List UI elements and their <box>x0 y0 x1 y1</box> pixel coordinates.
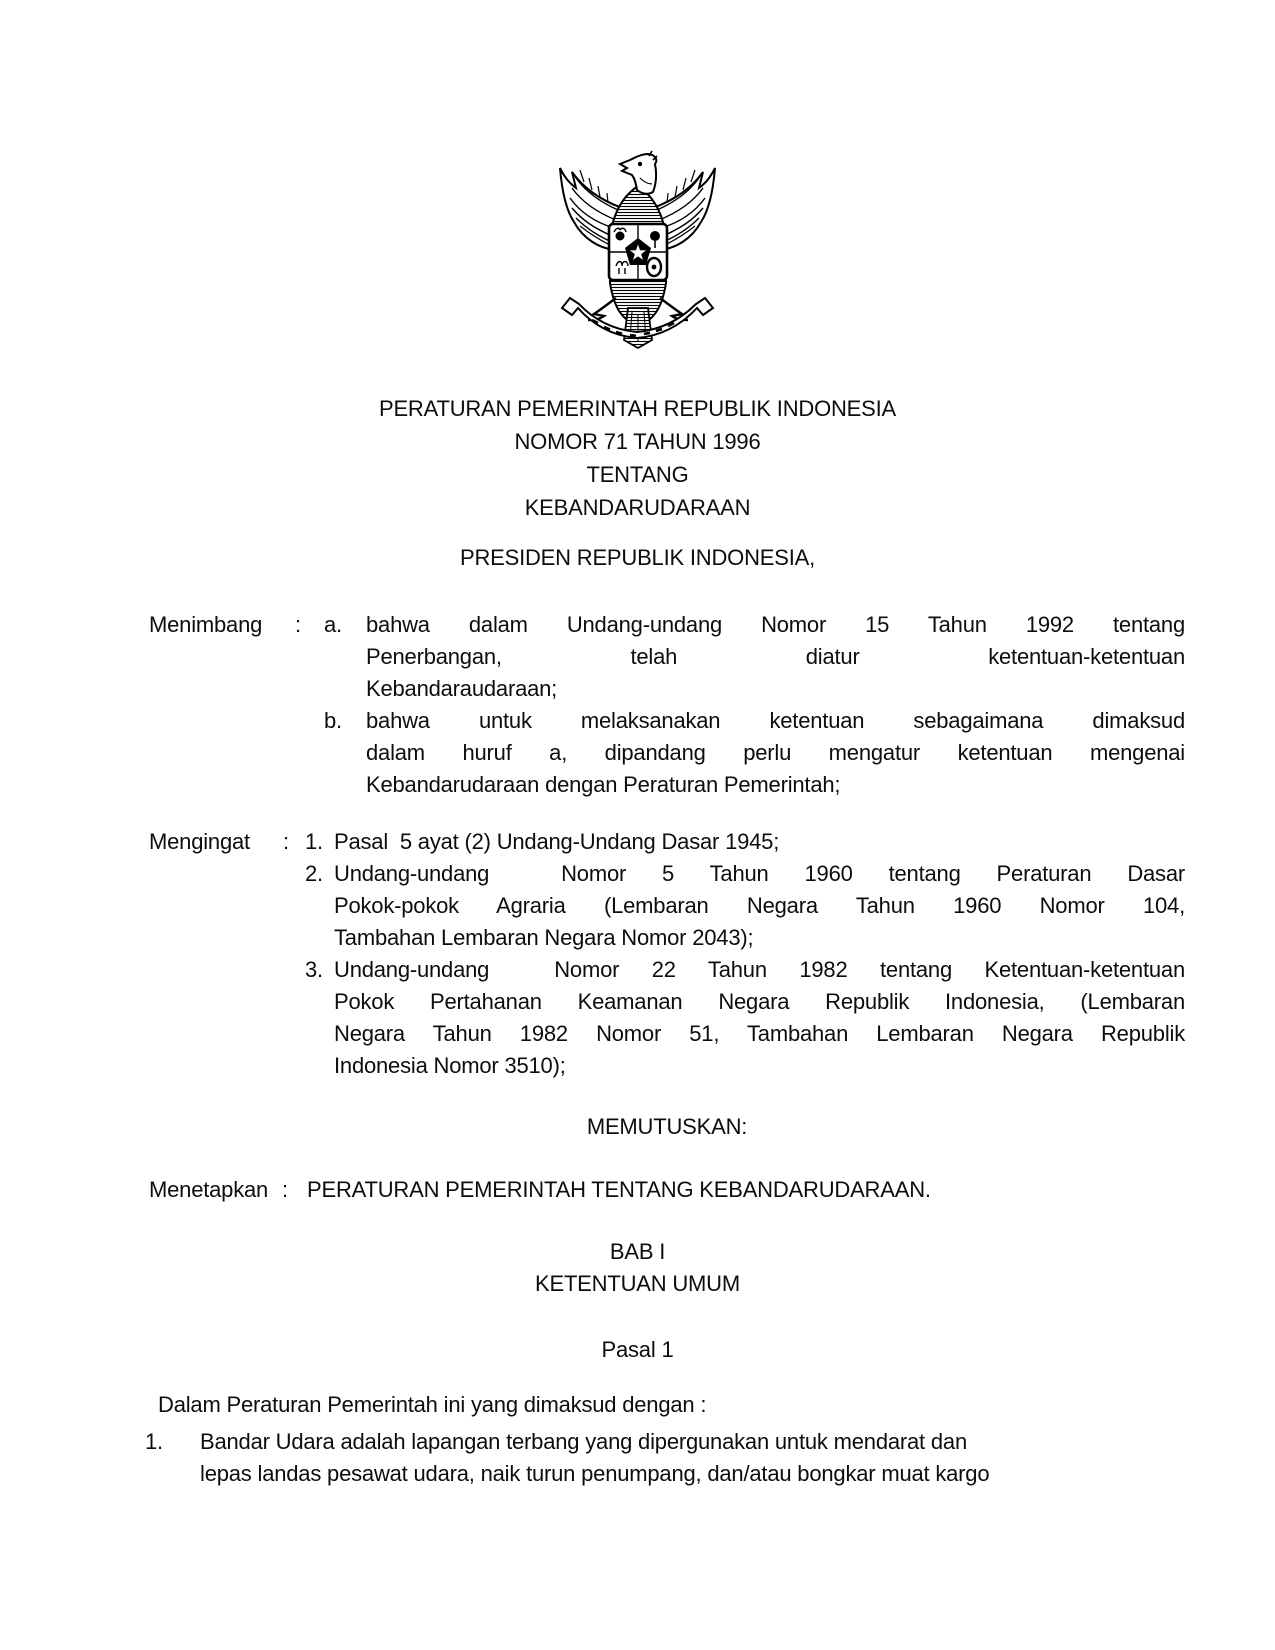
pasal-intro: Dalam Peraturan Pemerintah ini yang dimaksud dengan : <box>158 1392 707 1417</box>
paragraph-line: Negara Tahun 1982 Nomor 51, Tambahan Lembaran Negara Republik <box>334 1021 1185 1046</box>
paragraph-line: lepas landas pesawat udara, naik turun penumpang, dan/atau bongkar muat kargo <box>200 1461 990 1486</box>
definition-item-1 <box>145 1426 1185 1490</box>
menetapkan-label: Menetapkan <box>149 1177 269 1202</box>
paragraph-line: Pasal 5 ayat (2) Undang-Undang Dasar 1945; <box>334 829 780 854</box>
paragraph-line: Tambahan Lembaran Negara Nomor 2043); <box>334 925 754 950</box>
bab-title: KETENTUAN UMUM <box>535 1271 740 1296</box>
paragraph-line: Pokok-pokok Agraria (Lembaran Negara Tahun 1960 Nomor 104, <box>334 893 1185 918</box>
paragraph-line: Kebandarudaraan dengan Peraturan Pemerintah; <box>366 772 841 797</box>
mengingat-colon: : <box>283 829 289 854</box>
menetapkan-text: PERATURAN PEMERINTAH TENTANG KEBANDARUDARAAN. <box>307 1177 931 1202</box>
paragraph-line: bahwa untuk melaksanakan ketentuan sebagaimana dimaksud <box>366 708 1185 733</box>
mengingat-item-2 <box>305 858 1185 954</box>
document-title <box>0 392 1275 524</box>
title-line: NOMOR 71 TAHUN 1996 <box>514 429 761 454</box>
mengingat-item-1 <box>305 826 1185 858</box>
memutuskan-heading: MEMUTUSKAN: <box>586 1114 748 1139</box>
menetapkan-colon: : <box>282 1177 288 1202</box>
paragraph-line: Undang-undang Nomor 22 Tahun 1982 tentang Ketentuan-ketentuan <box>334 957 1185 982</box>
menimbang-label: Menimbang <box>149 612 263 637</box>
paragraph-line: Bandar Udara adalah lapangan terbang yang dipergunakan untuk mendarat dan <box>200 1429 967 1454</box>
bab-number: BAB I <box>609 1239 666 1264</box>
paragraph-line: Kebandaraudaraan; <box>366 676 558 701</box>
item-marker: a. <box>324 612 342 637</box>
menetapkan-section <box>149 1174 1185 1206</box>
bab-heading <box>0 1236 1275 1300</box>
mengingat-section <box>149 826 1185 1082</box>
salutation: PRESIDEN REPUBLIK INDONESIA, <box>459 545 816 570</box>
menimbang-section <box>149 609 1185 801</box>
title-line: TENTANG <box>586 462 689 487</box>
item-marker: b. <box>324 708 342 733</box>
paragraph-line: bahwa dalam Undang-undang Nomor 15 Tahun 1992 tentang <box>366 612 1185 637</box>
item-marker: 1. <box>305 829 323 854</box>
title-line: KEBANDARUDARAAN <box>524 495 751 520</box>
menimbang-item-b <box>324 705 1185 801</box>
mengingat-item-3 <box>305 954 1185 1082</box>
paragraph-line: Pokok Pertahanan Keamanan Negara Republik Indonesia, (Lembaran <box>334 989 1185 1014</box>
item-marker: 1. <box>145 1429 163 1454</box>
item-marker: 2. <box>305 861 323 886</box>
mengingat-label: Mengingat <box>149 829 250 854</box>
paragraph-line: dalam huruf a, dipandang perlu mengatur ketentuan mengenai <box>366 740 1185 765</box>
item-marker: 3. <box>305 957 323 982</box>
paragraph-line: Undang-undang Nomor 5 Tahun 1960 tentang Peraturan Dasar <box>334 861 1185 886</box>
menimbang-colon: : <box>295 612 301 637</box>
pasal-heading: Pasal 1 <box>601 1337 674 1362</box>
title-line: PERATURAN PEMERINTAH REPUBLIK INDONESIA <box>378 396 897 421</box>
garuda-pancasila-emblem <box>556 148 719 353</box>
paragraph-line: Indonesia Nomor 3510); <box>334 1053 566 1078</box>
paragraph-line: Penerbangan, telah diatur ketentuan-ketentuan <box>366 644 1185 669</box>
menimbang-item-a <box>324 609 1185 705</box>
